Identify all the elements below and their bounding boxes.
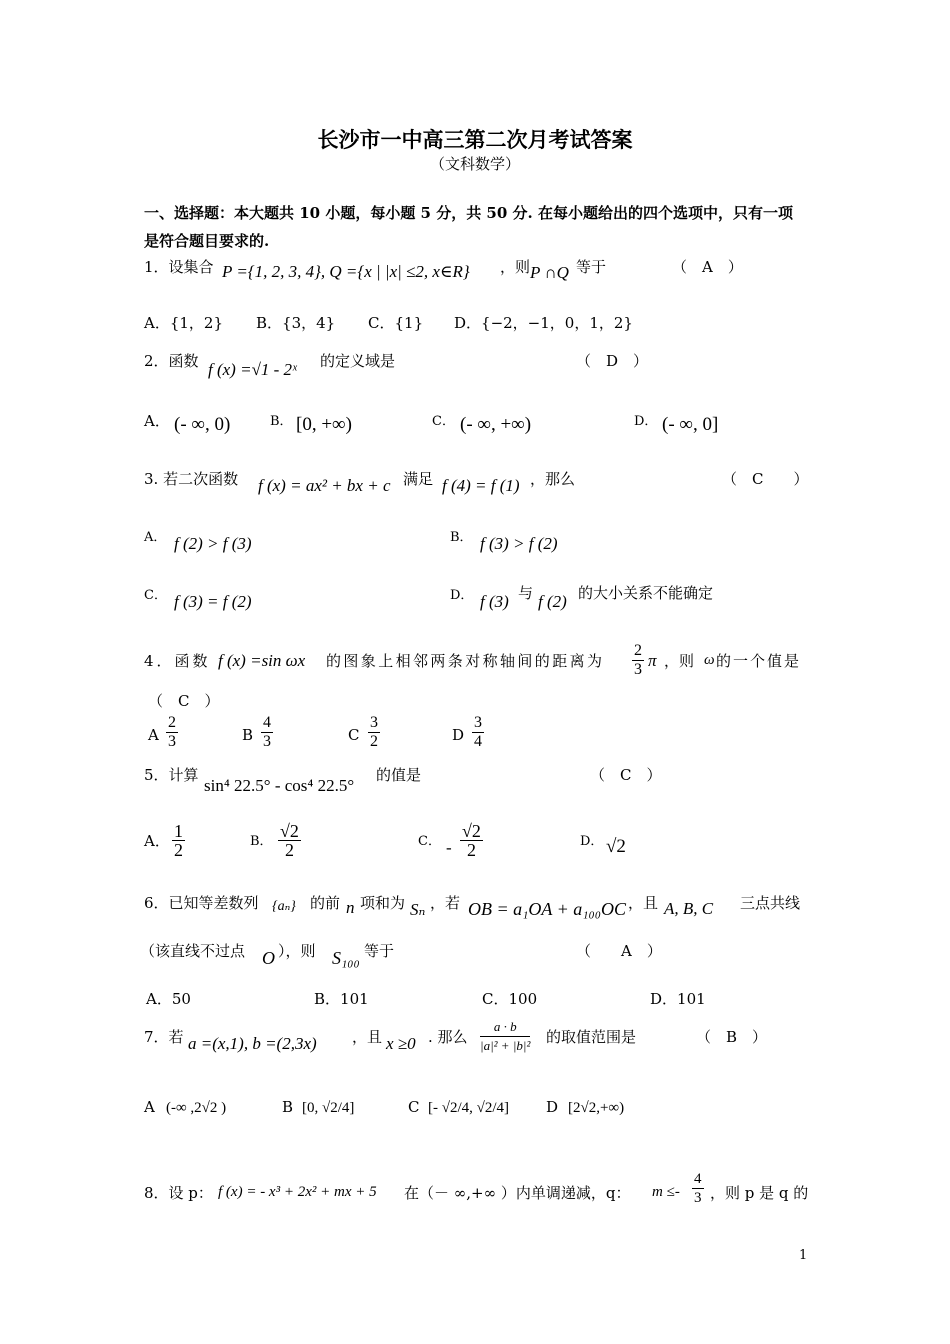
- q2-expr: f (x) =√1 - 2ˣ: [208, 360, 297, 379]
- q6-mid2: 项和为: [360, 894, 406, 912]
- q4-stem: 4．函数: [144, 652, 211, 670]
- q7-tail: 的取值范围是: [546, 1028, 637, 1046]
- q5-label-b: B．: [250, 834, 273, 849]
- q8-tail: ，则 p 是 q 的: [710, 1184, 809, 1202]
- q3-option-d-expr2: f (2): [538, 592, 567, 611]
- q4-mid: 的图象上相邻两条对称轴间的距离为: [326, 652, 605, 670]
- q7-fraction: $\frac{a \cdot b}{\text{|a|² + |b|²}}$: [480, 1019, 531, 1053]
- q4-label-d: D: [452, 726, 465, 744]
- q4-label-a: A: [148, 726, 159, 744]
- q7-option-a: (-∞ ,2√2 ): [166, 1100, 227, 1116]
- q3-option-c: f (3) = f (2): [174, 592, 252, 611]
- q6-mid: 的前: [310, 894, 341, 912]
- q2-label-a: A．: [144, 412, 170, 430]
- q5-expr: sin⁴ 22.5° - cos⁴ 22.5°: [204, 776, 355, 795]
- q3-expr2: f (4) = f (1): [442, 476, 520, 495]
- q6-stem: 6．已知等差数列: [144, 894, 259, 912]
- q1-option-b: B．{3，4}: [256, 314, 336, 332]
- q4-distance-fraction: [632, 642, 644, 679]
- q1-expr: P ={1, 2, 3, 4}, Q ={x | |x| ≤2, x∈R}: [222, 262, 470, 281]
- q6-line2b: ），则: [278, 942, 316, 960]
- q6-s100: S₁₀₀: [332, 948, 360, 968]
- q5-option-a: $\frac{1}{2}$: [174, 821, 183, 860]
- q4-tail2: 的一个值是: [716, 652, 802, 670]
- q7-answer: （ B ）: [696, 1028, 768, 1046]
- q4-option-a: $\frac{2}{3}$: [168, 714, 176, 750]
- q5-option-c: $\frac{√2}{2}$: [462, 821, 481, 860]
- q3-label-d: D．: [450, 588, 474, 603]
- q3-option-d: f (3): [480, 592, 509, 611]
- q6-option-b: B．101: [314, 990, 369, 1008]
- q3-label-c: C．: [144, 588, 167, 603]
- page-number: 1: [799, 1248, 808, 1263]
- q3-option-a: f (2) > f (3): [174, 534, 252, 553]
- q3-label-b: B．: [450, 530, 473, 545]
- q3-option-d-tail: 的大小关系不能确定: [578, 584, 714, 602]
- q6-abc: A, B, C: [664, 899, 714, 918]
- section-heading-line1: 一、选择题：本大题共 10 小题，每小题 5 分，共 50 分. 在每小题给出的四个选项中，只有一项: [144, 204, 793, 222]
- q7-mid2: . 那么: [428, 1028, 468, 1046]
- q6-line2a: （该直线不过点: [140, 942, 246, 960]
- q6-o: O: [262, 948, 275, 968]
- q7-mid: ，且: [352, 1028, 383, 1046]
- q7-label-b: B: [282, 1098, 294, 1116]
- q3-tail: ，那么: [530, 470, 576, 488]
- q6-line2c: 等于: [364, 942, 395, 960]
- q8-mid: 在（－ ∞,+∞ ）内单调递减，q：: [404, 1184, 631, 1202]
- q3-expr: f (x) = ax² + bx + c: [258, 476, 391, 495]
- q5-stem: 5．计算: [144, 766, 199, 784]
- q5-option-d: √2: [606, 836, 626, 857]
- q4-option-c: $\frac{3}{2}$: [370, 714, 378, 750]
- q1-option-d: D．{−2，−1，0，1，2}: [454, 314, 633, 332]
- q4-tail: ，则: [664, 652, 695, 670]
- q2-tail: 的定义域是: [320, 352, 396, 370]
- section-heading-line2: 是符合题目要求的.: [144, 232, 270, 250]
- q1-answer: （ A ）: [672, 258, 743, 276]
- q4-answer: （ C ）: [148, 692, 220, 710]
- q6-option-a: A．50: [146, 990, 191, 1008]
- q4-option-d: $\frac{3}{4}$: [474, 714, 482, 750]
- q5-label-d: D．: [580, 834, 604, 849]
- q1-option-a: A．{1，2}: [144, 314, 224, 332]
- q2-option-c: (- ∞, +∞): [460, 414, 532, 435]
- q2-label-d: D．: [634, 414, 658, 429]
- q5-label-c: C．: [418, 834, 441, 849]
- q1-mid: ，则: [500, 258, 531, 276]
- q2-option-d: (- ∞, 0]: [662, 414, 719, 435]
- q1-option-c: C．{1}: [368, 314, 424, 332]
- q8-cond: m ≤-: [652, 1184, 680, 1200]
- q2-answer: （ D ）: [576, 352, 649, 370]
- q5-label-a: A．: [144, 832, 170, 850]
- q7-cond: x ≥0: [386, 1034, 416, 1053]
- q6-option-c: C．100: [482, 990, 538, 1008]
- q4-frac-num: 2: [634, 642, 642, 659]
- q3-label-a: A．: [144, 530, 167, 545]
- page-subtitle: （文科数学）: [429, 155, 520, 173]
- q8-fraction: $\frac{4}{3}$: [694, 1171, 702, 1206]
- q8-stem: 8．设 p：: [144, 1184, 213, 1202]
- q2-option-a: (- ∞, 0): [174, 414, 231, 435]
- q1-stem: 1．设集合: [144, 258, 214, 276]
- q4-expr: f (x) =sin ωx: [218, 651, 306, 670]
- q6-expr: OB = a₁OA + a₁₀₀OC: [468, 899, 626, 919]
- q6-sn: Sₙ: [410, 900, 426, 919]
- q4-label-c: C: [348, 726, 360, 744]
- q5-option-c-sign: -: [446, 838, 452, 857]
- q6-mid4: ，且: [628, 894, 659, 912]
- q6-n: n: [346, 898, 355, 917]
- q2-label-c: C．: [432, 414, 455, 429]
- q3-mid: 满足: [403, 470, 434, 488]
- q6-seq: {aₙ}: [272, 899, 296, 914]
- q7-stem: 7．若: [144, 1028, 184, 1046]
- q1-expr2: P ∩Q: [530, 263, 569, 282]
- q7-label-d: D: [546, 1098, 559, 1116]
- q7-option-c: [- √2/4, √2/4]: [428, 1100, 510, 1116]
- q7-label-a: A: [144, 1098, 155, 1116]
- q8-expr: f (x) = - x³ + 2x² + mx + 5: [218, 1184, 377, 1200]
- q2-option-b: [0, +∞): [296, 414, 352, 435]
- q5-tail: 的值是: [376, 766, 422, 784]
- q1-tail: 等于: [576, 258, 607, 276]
- q4-frac-den: 3: [634, 661, 642, 678]
- q4-label-b: B: [242, 726, 254, 744]
- q6-tail: 三点共线: [740, 894, 801, 912]
- q7-expr: a =(x,1), b =(2,3x): [188, 1034, 317, 1053]
- q6-option-d: D．101: [650, 990, 706, 1008]
- q3-option-d-mid: 与: [518, 584, 534, 602]
- q6-mid3: ，若: [430, 894, 461, 912]
- q2-stem: 2．函数: [144, 352, 199, 370]
- page-title: 长沙市一中高三第二次月考试答案: [317, 127, 633, 152]
- q6-answer: （ A ）: [576, 942, 662, 960]
- q5-answer: （ C ）: [590, 766, 662, 784]
- q3-answer: （ C ）: [722, 470, 809, 488]
- q7-option-d: [2√2,+∞): [568, 1100, 625, 1116]
- q3-stem: 3. 若二次函数: [144, 470, 239, 488]
- q5-option-b: $\frac{√2}{2}$: [280, 821, 299, 860]
- q7-option-b: [0, √2/4]: [302, 1100, 355, 1116]
- q4-omega: ω: [704, 652, 715, 668]
- q4-option-b: $\frac{4}{3}$: [263, 714, 271, 750]
- q7-label-c: C: [408, 1098, 420, 1116]
- q2-label-b: B．: [270, 414, 293, 429]
- q4-pi: π: [648, 651, 657, 670]
- q3-option-b: f (3) > f (2): [480, 534, 558, 553]
